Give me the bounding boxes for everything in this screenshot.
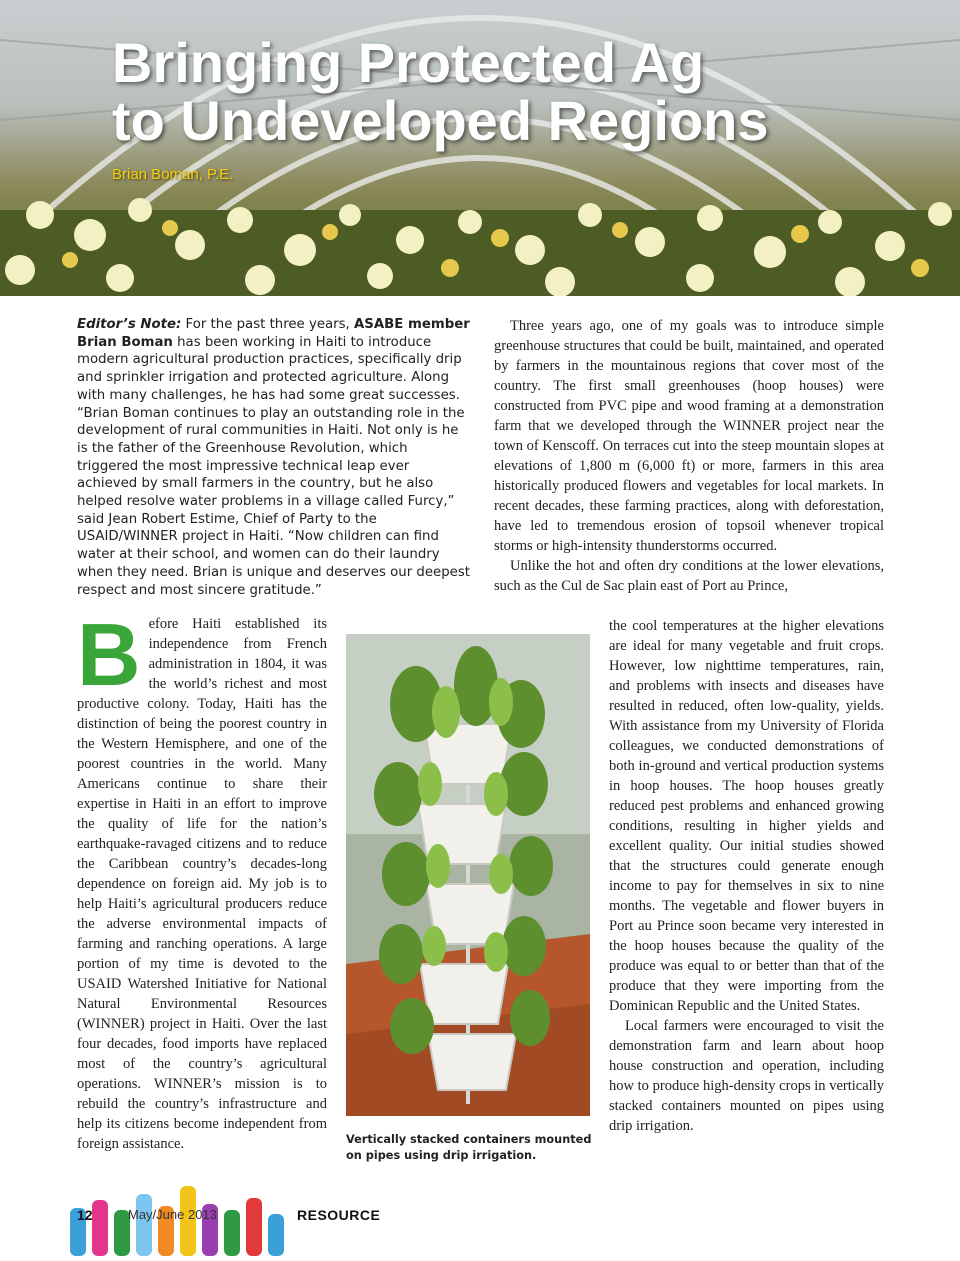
vertical-planter-photo: [346, 634, 590, 1116]
body-column-right-bottom: [609, 616, 884, 1136]
editors-note-text-2: has been working in Haiti to introduce modern agricultural production practices, specifically drip and sprinkler irrigation and protected agriculture. Along with many challenges, he has had some great successes. “Brian Boman continues to play an outstanding role in the development of rural communities in Haiti. Not only is he is the father of the Greenhouse Revolution, which triggered the most impressive technical leap ever achieved by small farmers in the country, but he also helped resolve water problems in a village called Furcy,” said Jean Robert Estime, Chief of Party to the USAID/WINNER project in Haiti. “Now children can find water at their school, and women can do their laundry when they need. Brian is unique and deserves our deepest respect and most sincere gratitude.”: [77, 334, 470, 598]
footer-hands-decoration: [0, 1180, 960, 1256]
body-paragraph-1: [77, 605, 327, 1154]
issue-date: May/June 2013: [128, 1207, 217, 1222]
body-paragraph-4: Local farmers were encouraged to visit the demonstration farm and learn about hoop house construction and operation, including how to produce high-density crops in vertically stacked containers mounted on pipes using drip irrigation.: [609, 1018, 884, 1134]
editors-note: [77, 316, 471, 599]
author-byline: Brian Boman, P.E.: [112, 166, 234, 183]
title-line-2: to Undeveloped Regions: [112, 89, 769, 152]
page-number: 12: [77, 1207, 93, 1223]
article-title: [112, 31, 769, 152]
drop-cap: B: [77, 605, 141, 704]
hero-greenhouse-image: [0, 0, 960, 296]
editors-note-highlight: ASABE member Brian Boman: [77, 317, 470, 350]
photo-caption: Vertically stacked containers mounted on pipes using drip irrigation.: [346, 1133, 592, 1162]
body-column-left: [77, 605, 327, 1154]
editors-note-label: Editor’s Note:: [77, 317, 182, 332]
body-paragraph-1-text: efore Haiti established its independence from French administration in 1804, it was the world’s richest and most productive colony. Today, Haiti has the distinction of being the poorest country in the Western Hemisphere, and one of the poorest countries in the world. Many Americans continue to share their expertise in Haiti in an effort to improve the quality of life for the nation’s earthquake-ravaged citizens and to reduce the Caribbean country’s decades-long dependence on foreign aid. My job is to help Haiti’s agricultural producers reduce the adverse environmental impacts of farming and ranching operations. A large portion of my time is devoted to the USAID Watershed Initiative for National Natural Environmental Resources (WINNER) project in Haiti. Over the last four decades, food imports have replaced most of the country’s agricultural operations. WINNER’s mission is to rebuild the country’s infrastructure and help its citizens become independent from foreign assistance.: [77, 616, 327, 1152]
body-paragraph-2: Three years ago, one of my goals was to introduce simple greenhouse structures that could be built, maintained, and operated by farmers in the mountainous regions that cover most of the country. The first small greenhouses (hoop houses) were constructed from PVC pipe and wood framing at a demonstration farm that we developed through the WINNER project near the town of Kenscoff. On terraces cut into the steep mountain slopes at elevations of 1,800 m (6,000 ft) or more, farmers in this area historically produced flowers and vegetables for local markets. In recent decades, these farming practices, along with deforestation, have led to tremendous erosion of topsoil whenever tropical storms or high-intensity thunderstorms occurred.: [494, 318, 884, 554]
vertical-planter-illustration: [346, 634, 590, 1116]
body-column-right-top: [494, 316, 884, 596]
body-paragraph-3-start: Unlike the hot and often dry conditions at the lower elevations, such as the Cul de Sac plain east of Port au Prince,: [494, 558, 884, 594]
body-paragraph-3-continued: the cool temperatures at the higher elevations are ideal for many vegetable and fruit crops. However, low nighttime temperatures, rain, and problems with insects and diseases have resulted in reduced, often low-quality, yields. With assistance from my University of Florida colleagues, we conducted demonstrations of both in-ground and vertical production systems in hoop houses. The hoop houses greatly reduced pest problems and enhanced growing conditions, resulting in higher yields and excellent quality. Our initial studies showed that the structures could generate enough income to pay for themselves in six to nine months. The vegetable and flower buyers in Port au Prince soon became very interested in the hoop houses because the quality of the produce was equal to or better than that of the produce that they were importing from the Dominican Republic and the United States.: [609, 618, 884, 1014]
title-line-1: Bringing Protected Ag: [112, 31, 705, 94]
editors-note-text-1: For the past three years,: [181, 317, 355, 332]
magazine-name: RESOURCE: [297, 1207, 381, 1223]
